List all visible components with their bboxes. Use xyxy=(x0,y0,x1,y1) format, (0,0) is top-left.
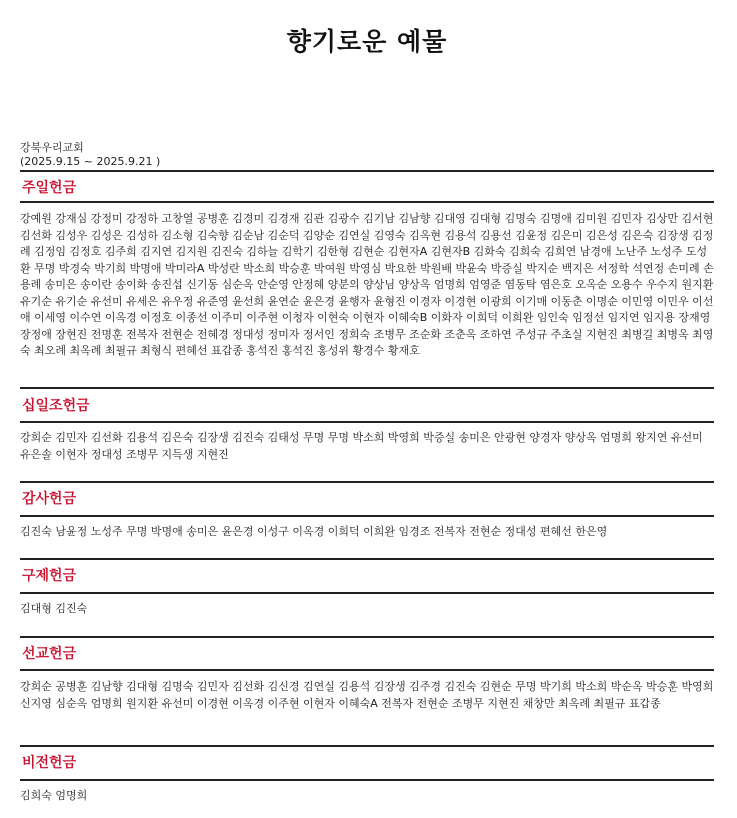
thanksgiving-names: 김진숙 남윤정 노성주 무명 박명애 송미은 윤은경 이성구 이옥경 이희덕 이희완 임경조 전복자 전현순 정대성 편혜선 한은영 xyxy=(20,525,608,538)
divider xyxy=(20,515,714,517)
section-title-mission: 선교헌금 xyxy=(22,646,77,662)
divider xyxy=(20,636,714,638)
date-range: (2025.9.15 ~ 2025.9.21 ) xyxy=(20,155,161,168)
divider xyxy=(20,387,714,389)
divider xyxy=(20,745,714,747)
divider xyxy=(20,170,714,172)
vision-names: 김희숙 엄명희 xyxy=(20,789,88,802)
divider xyxy=(20,592,714,594)
sunday-offering-names: 강예원 강재심 강정미 강정하 고창열 공병훈 김경미 김경재 김관 김광수 김기남 김남향 김대영 김대형 김명숙 김명애 김미원 김민자 김상만 김서현 김선화 김성우 김성은 김성하 김소형 김숙향 김순남 김순덕 김양순 김연실 김영숙 김옥현 김용석 김용선 김윤정 김은미 김은성 김은숙 김장생 김정례 김정임 김정호 김주희 김지연 김지원 김진숙 김하늘 김학기 김한형 김현순 김현자A 김현자B 김화숙 김희숙 김희연 남경애 노난주 노성주 도성환 무명 박경숙 박기희 박명애 박미라A 박성란 박소희 박승훈 박여원 박영심 박요한 박원배 박윤숙 박증실 박지순 백지은 서정학 석연정 손미례 손용례 송미은 송이란 송이화 송진섭 신기동 심순옥 안순영 안정혜 양분의 양상님 양상옥 엄명희 엄영준 염동탁 염은호 오옥순 오용수 우수지 원지환 유기순 유기순 유선미 유세은 유우정 유준영 윤선희 윤연순 윤은경 윤행자 윤형진 이경자 이경현 이광희 이기매 이동춘 이명순 이민영 이민우 이선애 이세영 이수연 이옥경 이정호 이종선 이주미 이주현 이청자 이현숙 이현자 이혜숙B 이화자 이희덕 이희완 임인숙 임정선 임지연 임지용 장재영 장정애 장현진 전명훈 전복자 전현순 전혜경 정대성 정미자 정서인 정희숙 조병무 조순화 조춘옥 조하연 주성규 주초실 지현진 최병길 최병옥 최영숙 최오례 최옥례 최필규 최형식 편혜선 표갑종 홍석진 홍석진 홍성위 황경수 황재호 xyxy=(20,212,714,357)
tithe-names: 강희순 김민자 김선화 김용석 김은숙 김장생 김진숙 김태성 무명 무명 박소희 박영희 박증실 송미은 안광현 양경자 양상옥 엄명희 왕지연 유선미 유은솔 이현자 정대성 조병무 지득생 지현진 xyxy=(20,431,703,461)
divider xyxy=(20,481,714,483)
section-title-tithe: 십일조헌금 xyxy=(22,398,90,414)
section-title-relief: 구제헌금 xyxy=(22,568,77,584)
divider xyxy=(20,201,714,203)
section-title-thanksgiving: 감사헌금 xyxy=(22,491,77,507)
mission-names: 강희순 공병훈 김남향 김대형 김명숙 김민자 김선화 김신경 김연실 김용석 김장생 김주경 김진숙 김현순 무명 박기희 박소희 박순옥 박승훈 박영희 신지영 심순옥 엄명희 원지환 유선미 이경현 이옥경 이주현 이현자 이혜숙A 전복자 전현순 조병무 지현진 채창만 최옥례 최필규 표갑종 xyxy=(20,680,714,710)
divider xyxy=(20,779,714,781)
church-name: 강북우리교회 xyxy=(20,141,84,154)
divider xyxy=(20,669,714,671)
page-title: 향기로운 예물 xyxy=(286,27,448,56)
divider xyxy=(20,421,714,423)
section-title-vision: 비전헌금 xyxy=(22,755,77,771)
relief-names: 김대형 김진숙 xyxy=(20,602,88,615)
divider xyxy=(20,558,714,560)
section-title-sunday-offering: 주일헌금 xyxy=(22,180,77,196)
